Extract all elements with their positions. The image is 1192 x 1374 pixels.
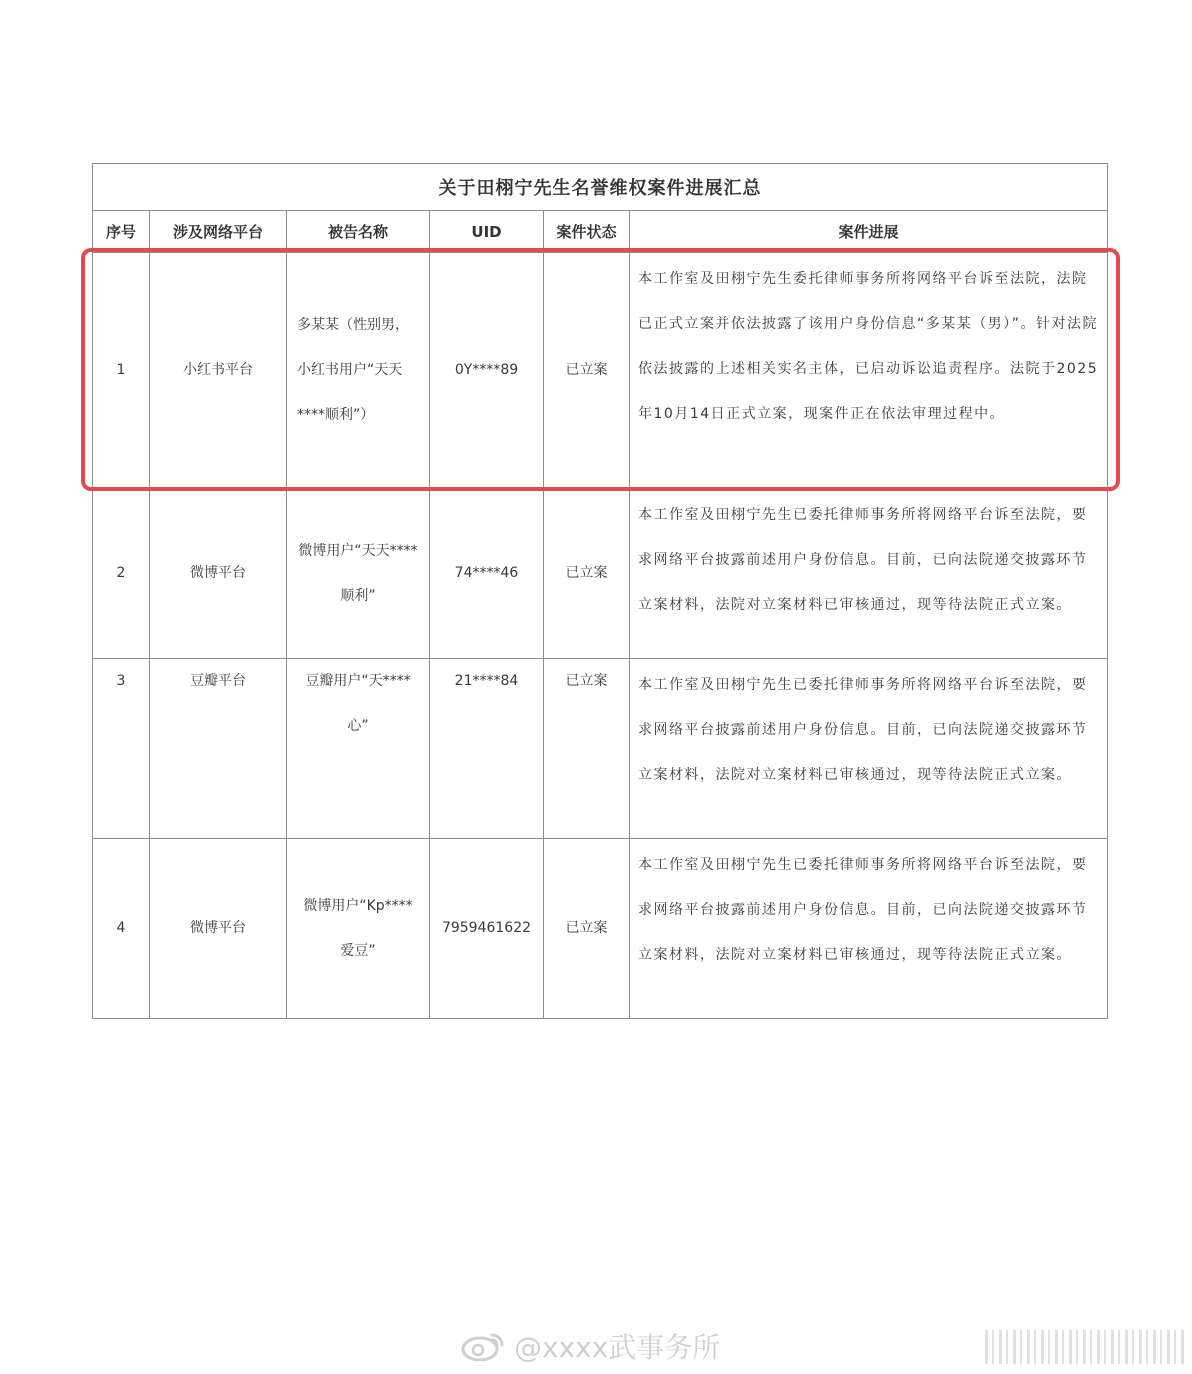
row-status: 已立案: [544, 489, 630, 659]
row-index: 1: [93, 253, 150, 489]
table-row: [93, 839, 1108, 1019]
col-header-uid: UID: [430, 211, 544, 253]
row-index: 4: [93, 839, 150, 1019]
col-header-defendant: 被告名称: [287, 211, 430, 253]
row-platform: 小红书平台: [150, 253, 287, 489]
weibo-logo-icon: [460, 1331, 506, 1361]
row-progress: 本工作室及田栩宁先生已委托律师事务所将网络平台诉至法院，要求网络平台披露前述用户身份信息。目前，已向法院递交披露环节立案材料，法院对立案材料已审核通过，现等待法院正式立案。: [630, 489, 1108, 659]
row-uid: 7959461622: [430, 839, 544, 1019]
row-index: 3: [93, 659, 150, 839]
header-row: [93, 211, 1108, 253]
table-row: [93, 659, 1108, 839]
row-status: 已立案: [544, 839, 630, 1019]
row-uid: 21****84: [430, 659, 544, 839]
row-defendant: 多某某（性别男，小红书用户“天天****顺利”）: [287, 253, 430, 489]
watermark-text: @xxxx武事务所: [514, 1331, 721, 1364]
barcode-watermark: [985, 1330, 1185, 1364]
row-defendant: 微博用户“天天****顺利”: [287, 489, 430, 659]
row-status: 已立案: [544, 659, 630, 839]
table-row: [93, 489, 1108, 659]
case-progress-table: [92, 163, 1108, 1019]
row-status: 已立案: [544, 253, 630, 489]
watermark: [460, 1326, 720, 1366]
table-row: [93, 253, 1108, 489]
row-platform: 豆瓣平台: [150, 659, 287, 839]
row-index: 2: [93, 489, 150, 659]
col-header-platform: 涉及网络平台: [150, 211, 287, 253]
row-uid: 0Y****89: [430, 253, 544, 489]
row-defendant: 豆瓣用户“天****心”: [287, 659, 430, 839]
row-progress: 本工作室及田栩宁先生委托律师事务所将网络平台诉至法院，法院已正式立案并依法披露了该用户身份信息“多某某（男）”。针对法院依法披露的上述相关实名主体，已启动诉讼追责程序。法院于2025年10月14日正式立案，现案件正在依法审理过程中。: [630, 253, 1108, 489]
row-platform: 微博平台: [150, 489, 287, 659]
table-title: 关于田栩宁先生名誉维权案件进展汇总: [93, 164, 1108, 211]
row-platform: 微博平台: [150, 839, 287, 1019]
row-progress: 本工作室及田栩宁先生已委托律师事务所将网络平台诉至法院，要求网络平台披露前述用户身份信息。目前，已向法院递交披露环节立案材料，法院对立案材料已审核通过，现等待法院正式立案。: [630, 659, 1108, 839]
row-uid: 74****46: [430, 489, 544, 659]
row-defendant: 微博用户“Kp****爱豆”: [287, 839, 430, 1019]
col-header-index: 序号: [93, 211, 150, 253]
col-header-progress: 案件进展: [630, 211, 1108, 253]
row-progress: 本工作室及田栩宁先生已委托律师事务所将网络平台诉至法院，要求网络平台披露前述用户身份信息。目前，已向法院递交披露环节立案材料，法院对立案材料已审核通过，现等待法院正式立案。: [630, 839, 1108, 1019]
col-header-status: 案件状态: [544, 211, 630, 253]
